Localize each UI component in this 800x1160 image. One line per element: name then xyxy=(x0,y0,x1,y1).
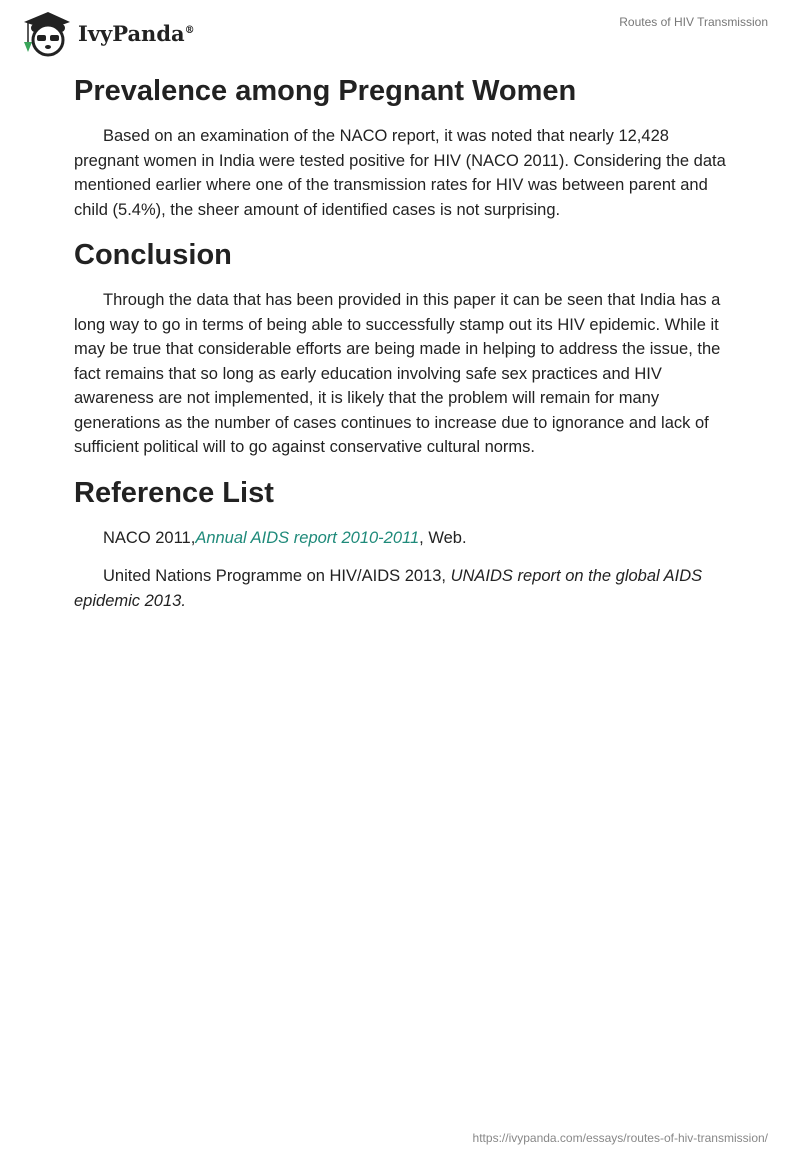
footer-url[interactable]: https://ivypanda.com/essays/routes-of-hiv-transmission/ xyxy=(472,1131,768,1145)
reference-link[interactable]: Annual AIDS report 2010-2011 xyxy=(195,528,420,547)
paragraph: Based on an examination of the NACO report, it was noted that nearly 12,428 pregnant women in India were tested positive for HIV (NACO 2011). Considering the data mentioned earlier where one of the transmission rates for HIV was between parent and child (5.4%), the sheer amount of identified cases is not surprising. xyxy=(74,127,726,219)
section-heading: Reference List xyxy=(74,476,274,509)
reference-item: NACO 2011,Annual AIDS report 2010-2011, Web. xyxy=(103,528,467,547)
reference-item: United Nations Programme on HIV/AIDS 2013, UNAIDS report on the global AIDS epidemic 2013. xyxy=(74,567,703,610)
section-heading: Prevalence among Pregnant Women xyxy=(74,75,577,107)
panda-logo-icon xyxy=(20,8,72,58)
brand-logo[interactable] xyxy=(20,8,195,58)
section-heading: Conclusion xyxy=(74,239,232,271)
section-prevalence xyxy=(74,72,728,222)
section-conclusion xyxy=(74,236,728,460)
document-title: Routes of HIV Transmission xyxy=(619,15,768,29)
paragraph: Through the data that has been provided in this paper it can be seen that India has a long way to go in terms of being able to successfully stamp out its HIV epidemic. While it may be true that considerable efforts are being made in helping to address the issue, the fact remains that so long as early education involving safe sex practices and HIV awareness are not implemented, it is likely that the problem will remain for many generations as the number of cases continues to increase due to ignorance and lack of sufficient political will to go against conservative cultural norms. xyxy=(74,291,721,456)
essay-content xyxy=(74,72,728,627)
brand-name: IvyPanda® xyxy=(78,20,195,46)
section-references xyxy=(74,474,728,614)
